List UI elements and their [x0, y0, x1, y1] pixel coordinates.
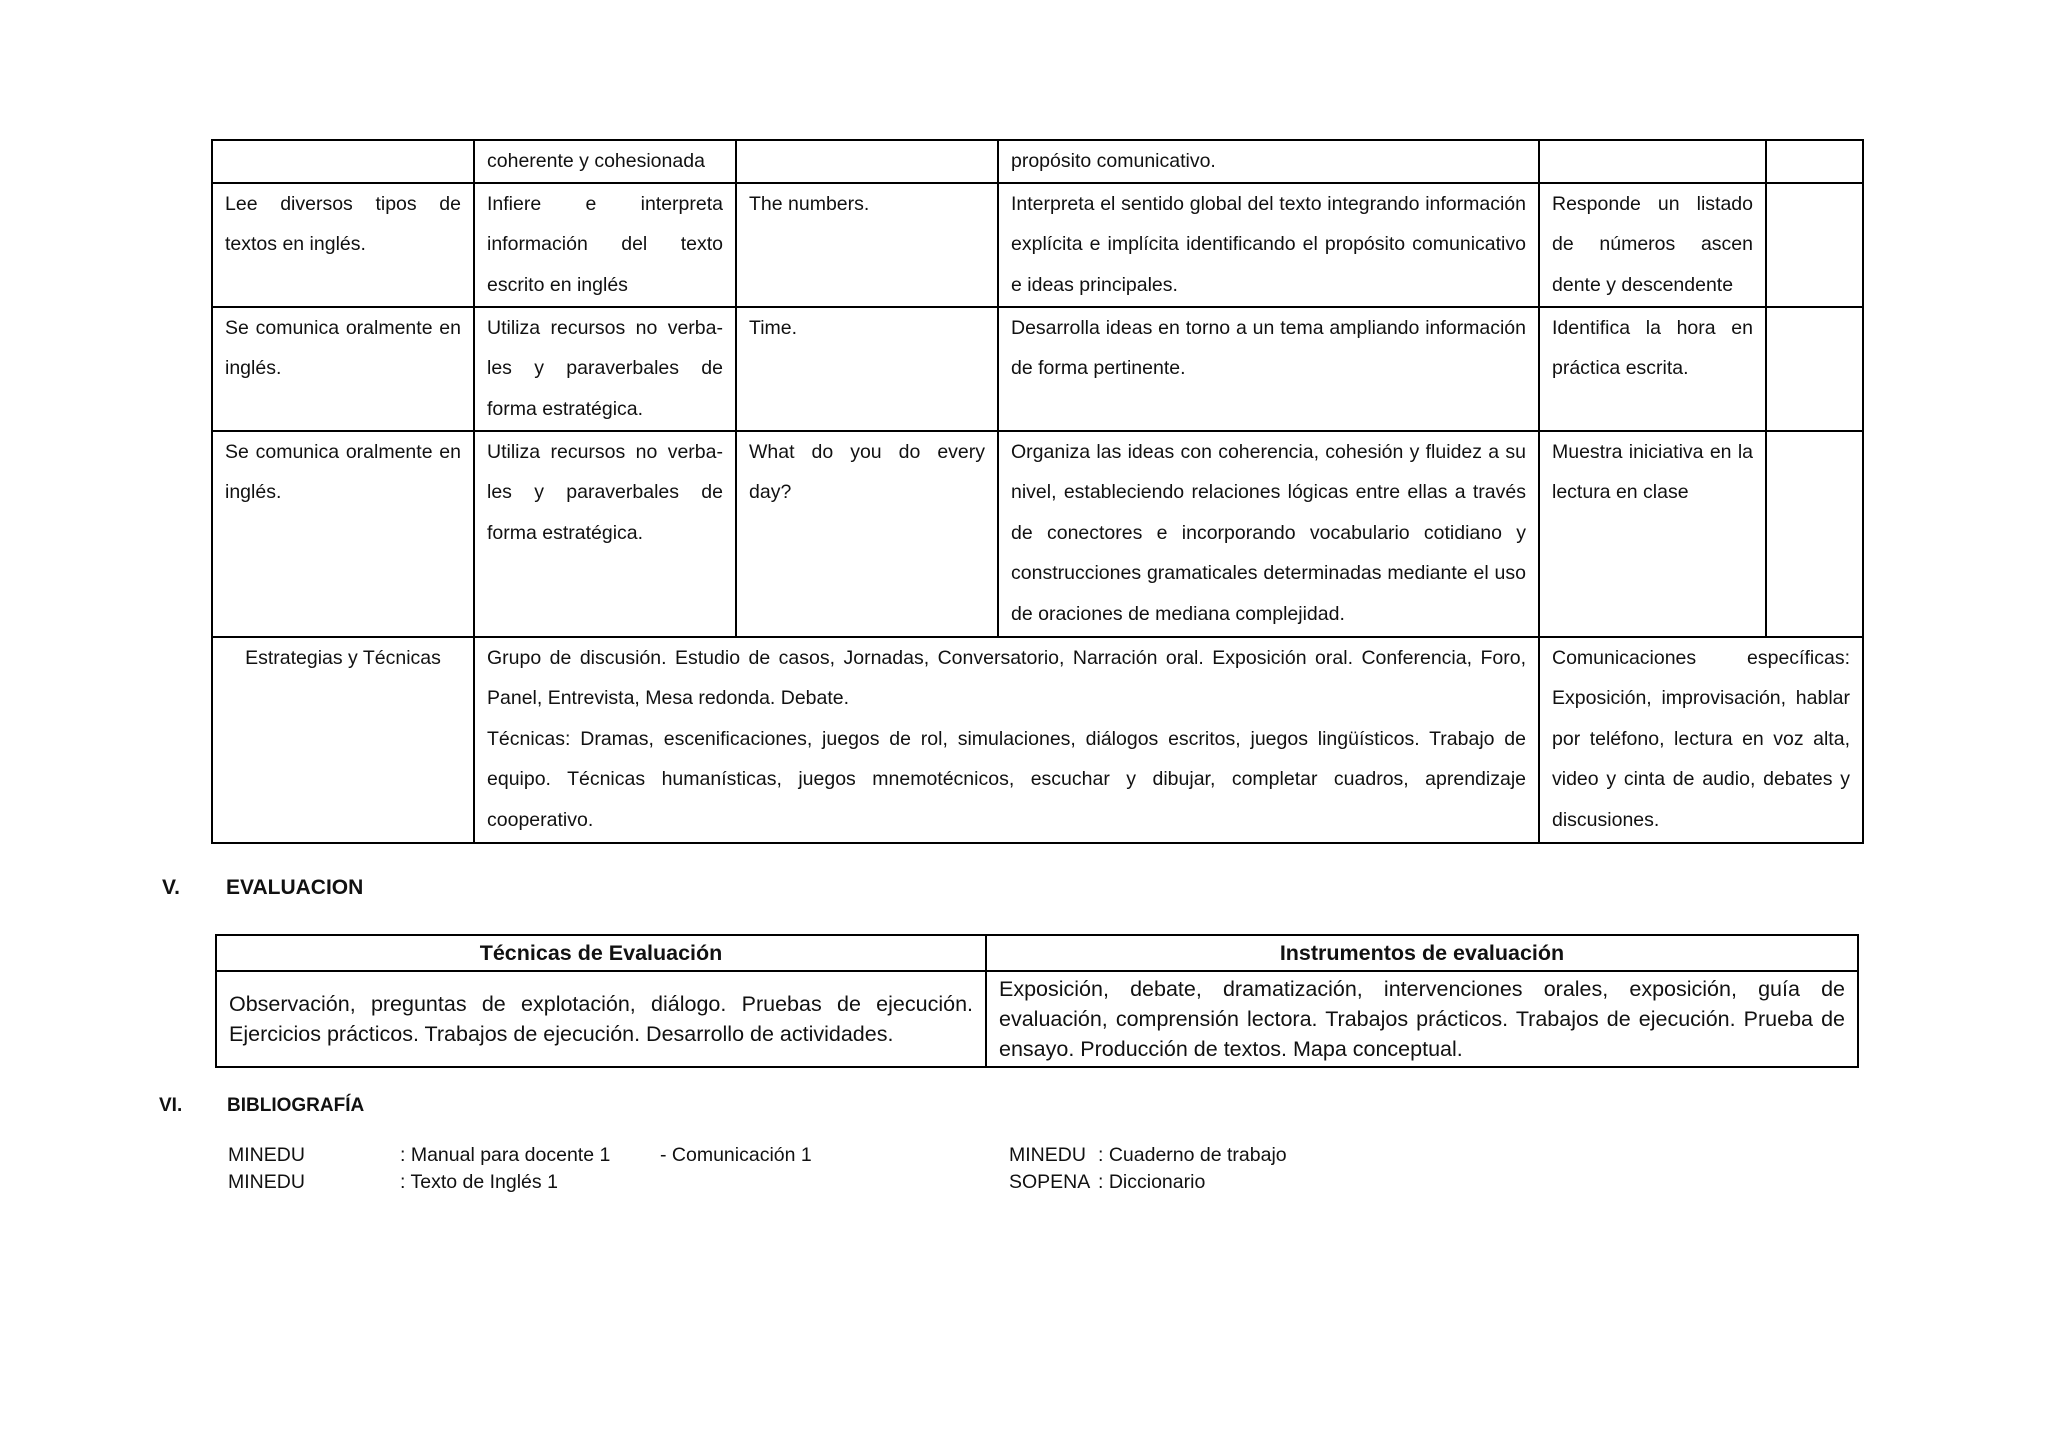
communications-cell: Comunicaciones específicas: Exposición, improvisación, hablar por teléfono, lectura en voz alta, video y cinta de audio, debates y discusiones.	[1539, 637, 1863, 843]
table-row	[212, 140, 1863, 183]
bib-title: : Manual para docente 1	[400, 1144, 611, 1166]
extra-cell	[1766, 431, 1863, 637]
competency-cell: Se comunica oralmente en inglés.	[212, 431, 474, 637]
competencies-table	[211, 139, 1864, 844]
strategies-row	[212, 637, 1863, 843]
bib-title: : Texto de Inglés 1	[400, 1171, 558, 1193]
competency-cell: Lee diversos tipos de textos en inglés.	[212, 183, 474, 307]
content-cell: Time.	[736, 307, 998, 431]
bib-extra: - Comunicación 1	[660, 1144, 812, 1166]
strategies-text-cell	[474, 637, 1539, 843]
capacity-cell: Infiere e interpreta información del texto escrito en inglés	[474, 183, 736, 307]
bib-title: : Cuaderno de trabajo	[1098, 1144, 1287, 1166]
content-cell: What do you do every day?	[736, 431, 998, 637]
bib-source: MINEDU	[1009, 1144, 1086, 1166]
content-cell: The numbers.	[736, 183, 998, 307]
extra-cell	[1766, 183, 1863, 307]
performance-cell: propósito comunicativo.	[998, 140, 1539, 183]
table-row	[212, 431, 1863, 637]
section-number: V.	[162, 876, 180, 899]
bib-title: : Diccionario	[1098, 1171, 1206, 1193]
competency-cell	[212, 140, 474, 183]
strategies-label: Estrategias y Técnicas	[212, 637, 474, 843]
section-title: EVALUACION	[226, 876, 364, 899]
indicator-cell: Responde un listado de números ascen dente y descendente	[1539, 183, 1766, 307]
section-number: VI.	[159, 1095, 183, 1116]
performance-cell: Organiza las ideas con coherencia, cohesión y fluidez a su nivel, estableciendo relaciones lógicas entre ellas a través de conectores e incorporando vocabulario cotidiano y construcciones gramaticales determinadas mediante el uso de oraciones de mediana complejidad.	[998, 431, 1539, 637]
evaluation-table	[215, 934, 1859, 1068]
techniques-text: Técnicas: Dramas, escenificaciones, juegos de rol, simulaciones, diálogos escritos, juegos lingüísticos. Trabajo de equipo. Técnicas humanísticas, juegos mnemotécnicos, escuchar y dibujar, completar cuadros, aprendizaje cooperativo.	[487, 727, 1526, 831]
indicator-cell	[1539, 140, 1766, 183]
table-row	[212, 183, 1863, 307]
bib-source: MINEDU	[228, 1144, 305, 1166]
table-header-row	[216, 935, 1858, 971]
competency-cell: Se comunica oralmente en inglés.	[212, 307, 474, 431]
performance-cell: Desarrolla ideas en torno a un tema ampliando información de forma pertinente.	[998, 307, 1539, 431]
techniques-header: Técnicas de Evaluación	[216, 935, 986, 971]
content-cell	[736, 140, 998, 183]
techniques-cell: Observación, preguntas de explotación, diálogo. Pruebas de ejecución. Ejercicios prácticos. Trabajos de ejecución. Desarrollo de actividades.	[216, 971, 986, 1067]
bib-source: MINEDU	[228, 1171, 305, 1193]
indicator-cell: Muestra iniciativa en la lectura en clase	[1539, 431, 1766, 637]
indicator-cell: Identifica la hora en práctica escrita.	[1539, 307, 1766, 431]
bib-source: SOPENA	[1009, 1171, 1091, 1193]
strategies-text: Grupo de discusión. Estudio de casos, Jornadas, Conversatorio, Narración oral. Exposición oral. Conferencia, Foro, Panel, Entrevista, Mesa redonda. Debate.	[487, 646, 1526, 709]
extra-cell	[1766, 140, 1863, 183]
capacity-cell: Utiliza recursos no verba- les y paraverbales de forma estratégica.	[474, 307, 736, 431]
table-row	[212, 307, 1863, 431]
instruments-header: Instrumentos de evaluación	[986, 935, 1858, 971]
performance-cell: Interpreta el sentido global del texto integrando información explícita e implícita identificando el propósito comunicativo e ideas principales.	[998, 183, 1539, 307]
section-title: BIBLIOGRAFÍA	[227, 1095, 365, 1116]
extra-cell	[1766, 307, 1863, 431]
capacity-cell: coherente y cohesionada	[474, 140, 736, 183]
table-row	[216, 971, 1858, 1067]
instruments-cell: Exposición, debate, dramatización, intervenciones orales, exposición, guía de evaluación, comprensión lectora. Trabajos prácticos. Trabajos de ejecución. Prueba de ensayo. Producción de textos. Mapa conceptual.	[986, 971, 1858, 1067]
capacity-cell: Utiliza recursos no verba- les y paraverbales de forma estratégica.	[474, 431, 736, 637]
